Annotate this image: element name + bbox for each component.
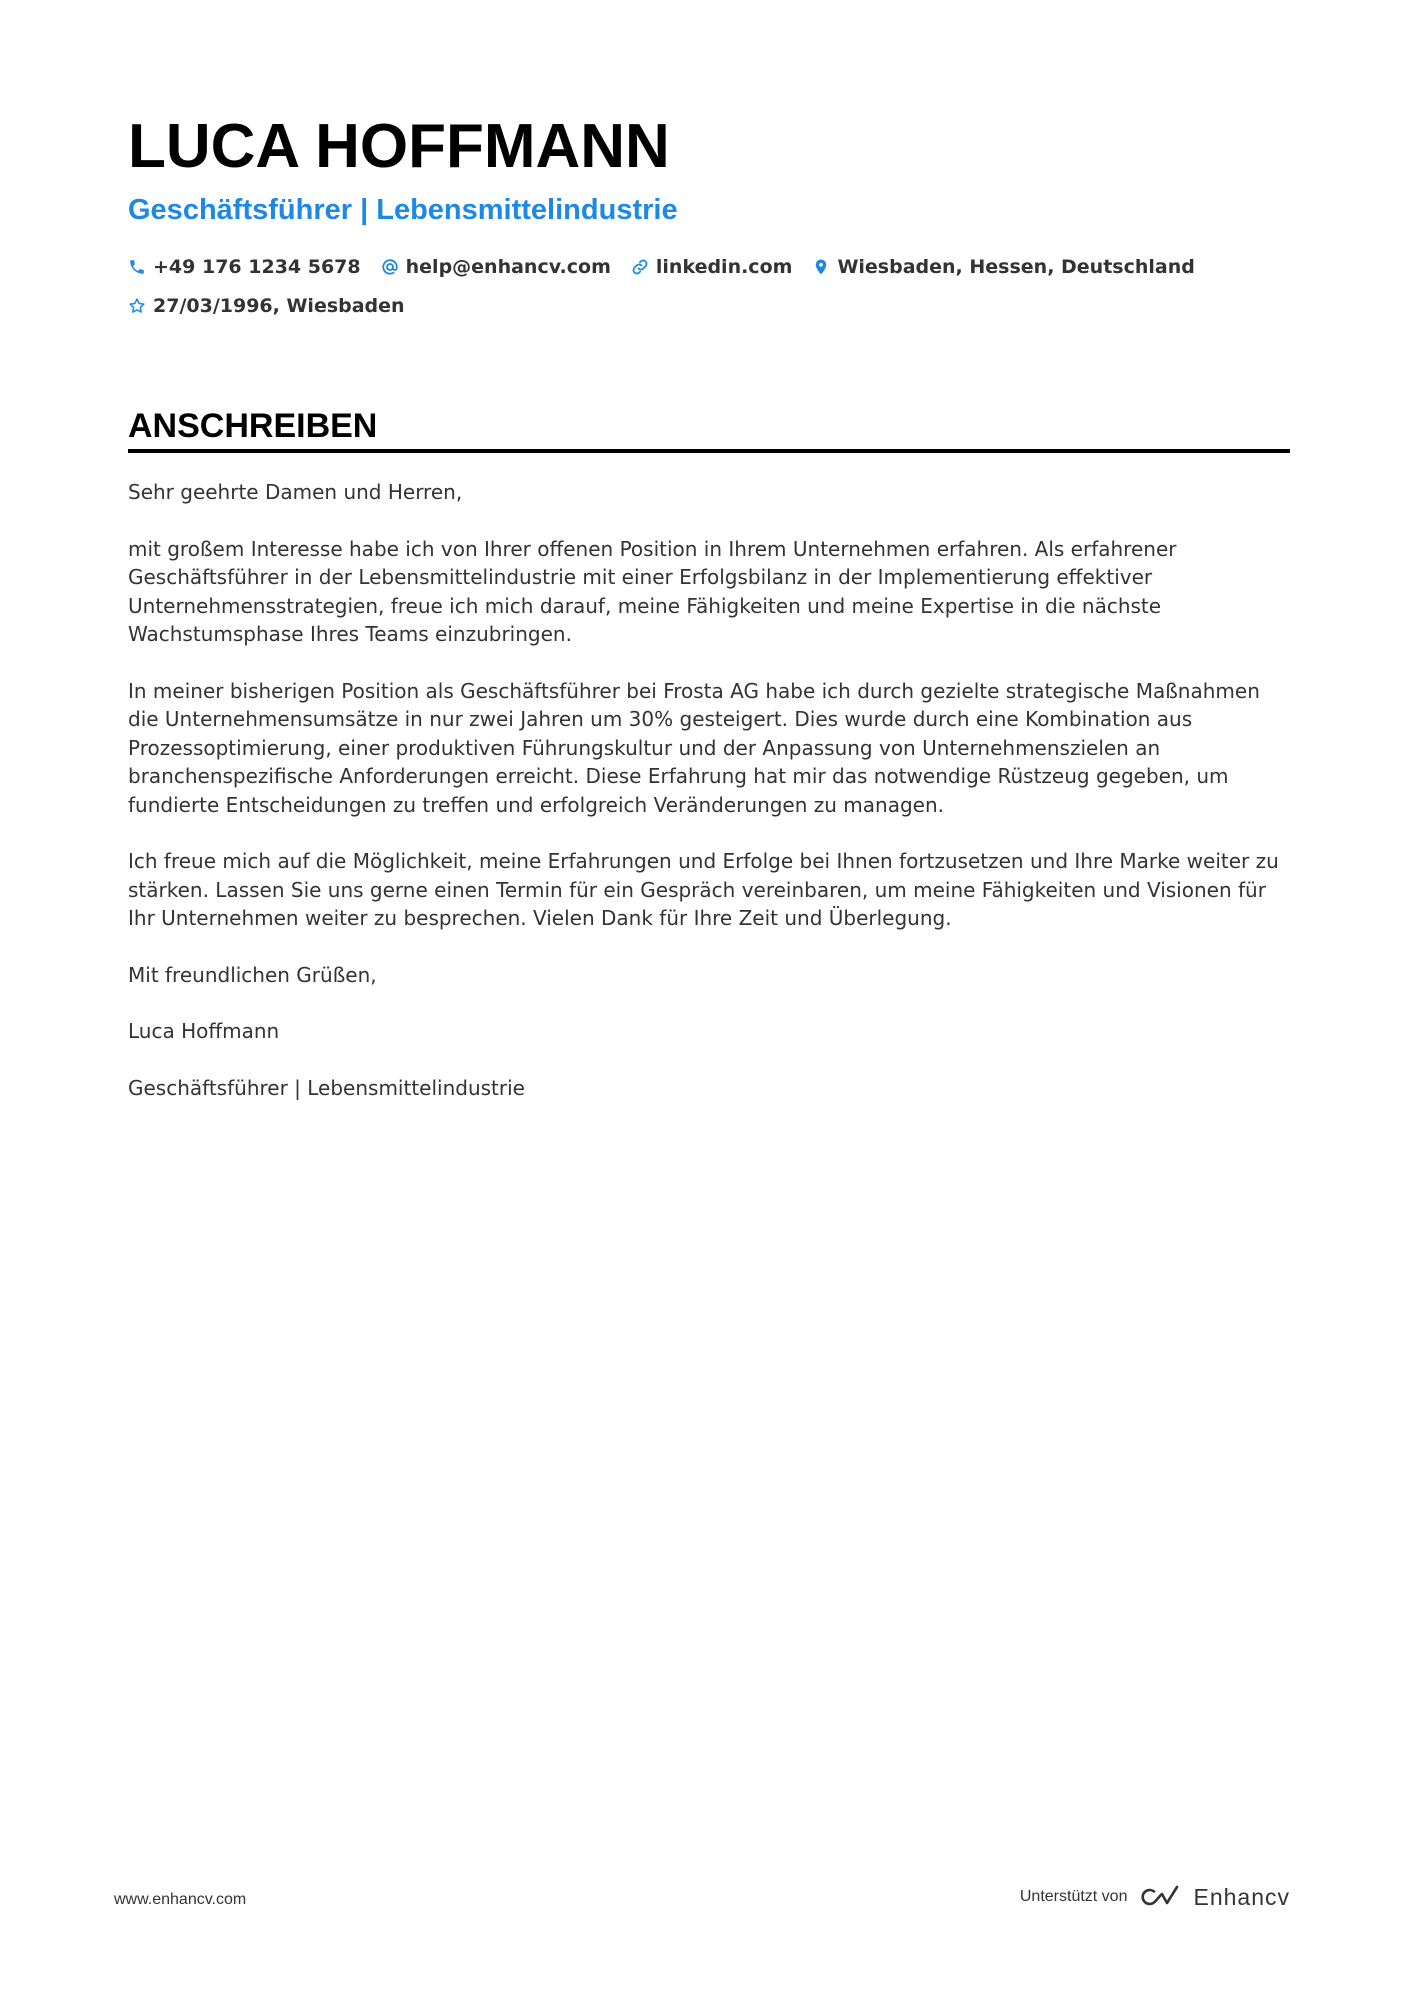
brand-name: Enhancv xyxy=(1193,1883,1290,1910)
enhancv-logo-icon xyxy=(1139,1883,1183,1911)
contact-phone xyxy=(128,256,361,278)
powered-by-label: Unterstützt von xyxy=(1019,1888,1128,1905)
linkedin-link[interactable]: linkedin.com xyxy=(655,256,793,278)
star-icon xyxy=(128,297,146,315)
letter-paragraph: mit großem Interesse habe ich von Ihrer offenen Position in Ihrem Unternehmen erfahren. Als erfahrener Geschäftsführer in der Lebensmittelindustrie mit einer Erfolgsbilanz in der Implementierung effektiver Unternehmensstrategien, freue ich mich darauf, meine Fähigkeiten und meine Expertise in die nächste Wachstumsphase Ihres Teams einzubringen. xyxy=(128,536,1177,646)
section-title: ANSCHREIBEN xyxy=(128,407,378,445)
birth-info: 27/03/1996, Wiesbaden xyxy=(153,295,405,317)
letter-body xyxy=(128,478,1288,1130)
brand-logo[interactable] xyxy=(1139,1883,1290,1911)
salutation: Sehr geehrte Damen und Herren, xyxy=(128,480,463,504)
phone-icon xyxy=(128,258,146,276)
contact-linkedin[interactable] xyxy=(631,256,793,278)
footer-powered-by xyxy=(1020,1883,1290,1911)
location-text: Wiesbaden, Hessen, Deutschland xyxy=(837,256,1195,278)
contact-row xyxy=(128,291,1288,321)
link-icon xyxy=(631,258,649,276)
letter-paragraph: In meiner bisherigen Position als Geschäftsführer bei Frosta AG habe ich durch gezielte strategische Maßnahmen die Unternehmensumsätze in nur zwei Jahren um 30% gesteigert. Dies wurde durch eine Kombination aus Prozessoptimierung, einer produktiven Führungskultur und der Anpassung von Unternehmenszielen an branchenspezifische Anforderungen erreicht. Diese Erfahrung hat mir das notwendige Rüstzeug gegeben, um fundierte Entscheidungen zu treffen und erfolgreich Veränderungen zu managen. xyxy=(128,678,1260,817)
email-address[interactable]: help@enhancv.com xyxy=(405,256,611,278)
at-icon xyxy=(381,258,399,276)
signature-name: Luca Hoffmann xyxy=(128,1019,280,1043)
closing: Mit freundlichen Grüßen, xyxy=(128,962,377,987)
signature-title: Geschäftsführer | Lebensmittelindustrie xyxy=(128,1075,525,1100)
section-divider xyxy=(128,449,1290,453)
candidate-name: LUCA HOFFMANN xyxy=(128,112,670,181)
contact-info xyxy=(128,252,1288,330)
contact-email[interactable] xyxy=(381,256,611,278)
footer-url[interactable]: www.enhancv.com xyxy=(114,1891,247,1908)
contact-birth xyxy=(128,295,405,317)
candidate-headline: Geschäftsführer | Lebensmittelindustrie xyxy=(128,194,678,226)
phone-number: +49 176 1234 5678 xyxy=(153,256,361,278)
contact-row xyxy=(128,252,1288,282)
location-pin-icon xyxy=(812,258,830,276)
contact-location xyxy=(812,256,1194,278)
letter-paragraph: Ich freue mich auf die Möglichkeit, meine Erfahrungen und Erfolge bei Ihnen fortzusetzen und Ihre Marke weiter zu stärken. Lassen Sie uns gerne einen Termin für ein Gespräch vereinbaren, um meine Fähigkeiten und Visionen für Ihr Unternehmen weiter zu besprechen. Vielen Dank für Ihre Zeit und Überlegung. xyxy=(128,849,1279,930)
